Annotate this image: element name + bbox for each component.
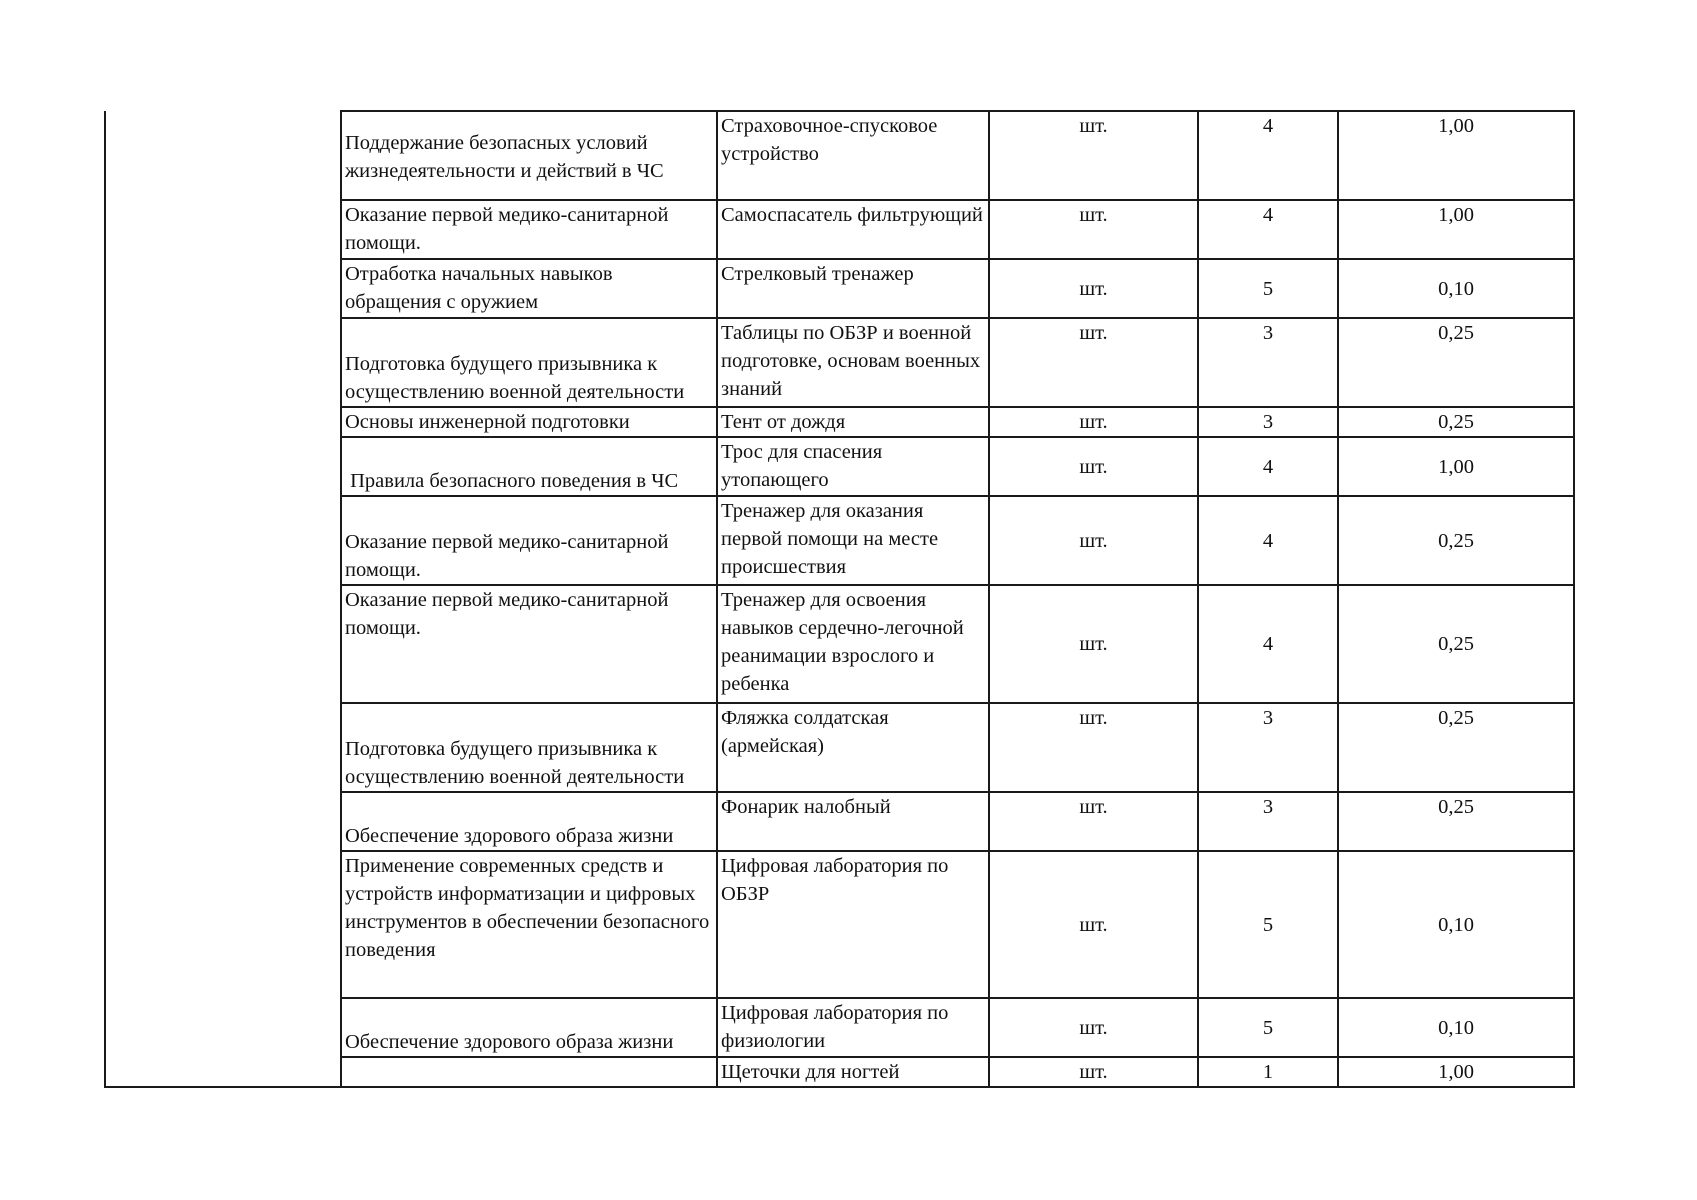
qty-cell: 3 [1198, 407, 1338, 437]
coef-cell: 0,25 [1338, 703, 1574, 792]
coef-cell: 0,25 [1338, 792, 1574, 851]
topic-cell: Оказание первой медико-санитарной помощи. [341, 496, 717, 585]
qty-cell: 4 [1198, 200, 1338, 259]
item-cell: Фляжка солдатская (армейская) [717, 703, 989, 792]
qty-cell: 4 [1198, 437, 1338, 496]
topic-cell: Основы инженерной подготовки [341, 407, 717, 437]
topic-cell: Правила безопасного поведения в ЧС [341, 437, 717, 496]
topic-cell [341, 1057, 717, 1087]
coef-cell: 0,10 [1338, 851, 1574, 998]
topic-cell: Подготовка будущего призывника к осуществлению военной деятельности [341, 318, 717, 407]
unit-cell: шт. [989, 437, 1198, 496]
qty-cell: 4 [1198, 585, 1338, 703]
item-cell: Тент от дождя [717, 407, 989, 437]
table-row [105, 111, 1574, 200]
item-cell: Цифровая лаборатория по ОБЗР [717, 851, 989, 998]
item-cell: Трос для спасения утопающего [717, 437, 989, 496]
unit-cell: шт. [989, 111, 1198, 200]
unit-cell: шт. [989, 703, 1198, 792]
unit-cell: шт. [989, 407, 1198, 437]
qty-cell: 1 [1198, 1057, 1338, 1087]
coef-cell: 0,25 [1338, 496, 1574, 585]
item-cell: Тренажер для оказания первой помощи на месте происшествия [717, 496, 989, 585]
unit-cell: шт. [989, 200, 1198, 259]
coef-cell: 1,00 [1338, 1057, 1574, 1087]
unit-cell: шт. [989, 318, 1198, 407]
topic-cell: Оказание первой медико-санитарной помощи. [341, 200, 717, 259]
topic-cell: Поддержание безопасных условий жизнедеятельности и действий в ЧС [341, 111, 717, 200]
unit-cell: шт. [989, 259, 1198, 318]
unit-cell: шт. [989, 998, 1198, 1057]
item-cell: Стрелковый тренажер [717, 259, 989, 318]
coef-cell: 0,25 [1338, 318, 1574, 407]
coef-cell: 0,25 [1338, 585, 1574, 703]
item-cell: Страховочное-спусковое устройство [717, 111, 989, 200]
qty-cell: 3 [1198, 703, 1338, 792]
qty-cell: 5 [1198, 998, 1338, 1057]
item-cell: Фонарик налобный [717, 792, 989, 851]
topic-cell: Обеспечение здорового образа жизни [341, 998, 717, 1057]
item-cell: Таблицы по ОБЗР и военной подготовке, основам военных знаний [717, 318, 989, 407]
equipment-table [104, 110, 1575, 1088]
coef-cell: 0,10 [1338, 998, 1574, 1057]
qty-cell: 5 [1198, 851, 1338, 998]
qty-cell: 5 [1198, 259, 1338, 318]
topic-cell: Отработка начальных навыков обращения с оружием [341, 259, 717, 318]
topic-cell: Применение современных средств и устройств информатизации и цифровых инструментов в обеспечении безопасного поведения [341, 851, 717, 998]
unit-cell: шт. [989, 585, 1198, 703]
topic-cell: Обеспечение здорового образа жизни [341, 792, 717, 851]
topic-cell: Оказание первой медико-санитарной помощи. [341, 585, 717, 703]
empty-first-column [105, 111, 341, 1087]
coef-cell: 1,00 [1338, 111, 1574, 200]
coef-cell: 1,00 [1338, 200, 1574, 259]
unit-cell: шт. [989, 1057, 1198, 1087]
coef-cell: 0,10 [1338, 259, 1574, 318]
item-cell: Самоспасатель фильтрующий [717, 200, 989, 259]
coef-cell: 1,00 [1338, 437, 1574, 496]
qty-cell: 3 [1198, 792, 1338, 851]
qty-cell: 3 [1198, 318, 1338, 407]
unit-cell: шт. [989, 496, 1198, 585]
coef-cell: 0,25 [1338, 407, 1574, 437]
qty-cell: 4 [1198, 496, 1338, 585]
qty-cell: 4 [1198, 111, 1338, 200]
item-cell: Щеточки для ногтей [717, 1057, 989, 1087]
unit-cell: шт. [989, 792, 1198, 851]
item-cell: Цифровая лаборатория по физиологии [717, 998, 989, 1057]
topic-cell: Подготовка будущего призывника к осуществлению военной деятельности [341, 703, 717, 792]
unit-cell: шт. [989, 851, 1198, 998]
item-cell: Тренажер для освоения навыков сердечно-легочной реанимации взрослого и ребенка [717, 585, 989, 703]
